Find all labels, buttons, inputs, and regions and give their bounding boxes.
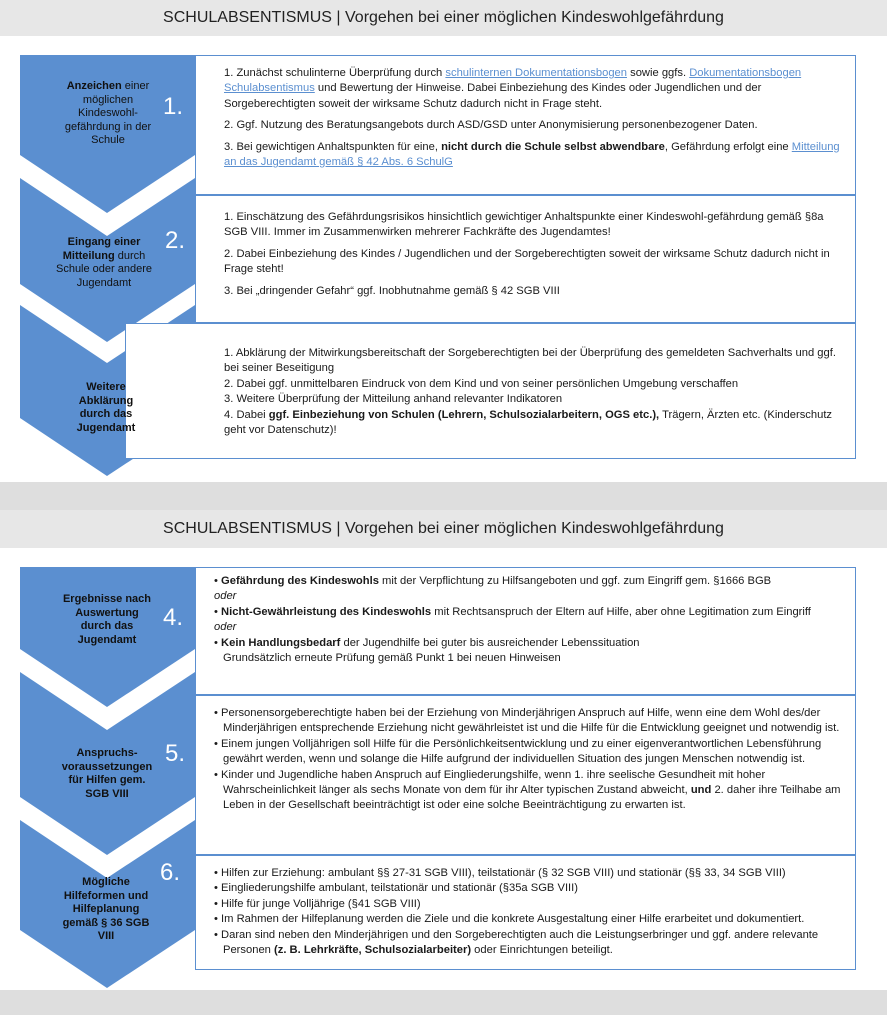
step-6-item-3: • Hilfe für junge Volljährige (§41 SGB VIII) — [214, 897, 421, 910]
link-dokumentationsbogen-schulabsentismus[interactable]: Dokumentationsbogen Schulabsentismus — [224, 67, 802, 95]
step-1-number: 1. — [163, 93, 184, 120]
step-6-number: 6. — [160, 859, 181, 886]
step-4-item-1: • Gefährdung des Kindeswohls mit der Verpflichtung zu Hilfsangeboten und ggf. zum Eingriff gem. §1666 BGB — [214, 575, 772, 587]
step-2-item-3: 3. Bei „dringender Gefahr“ ggf. Inobhutnahme gemäß § 42 SGB VIII — [224, 284, 560, 297]
step-4-box — [195, 567, 856, 695]
step-4-item-3-note: Grundsätzlich erneute Prüfung gemäß Punkt 1 bei neuen Hinweisen — [223, 652, 561, 665]
step-2-label: Eingang einer Mitteilung durch Schule oder andere Jugendamt — [55, 236, 152, 289]
link-schulinterner-dokumentationsbogen[interactable]: schulinternen Dokumentationsbogen — [445, 67, 627, 79]
step-5-item-3: • Kinder und Jugendliche haben Anspruch auf Eingliederungshilfe, wenn 1. ihre seelische Gesundheit mit hoher Wahrscheinlichkeit länger als sechs Monate von dem für ihr Alter typischen Zustand abweicht, und 2. daher ihre Teilhabe am Leben in der Gesellschaft beeinträchtigt ist oder eine solche Beeinträchtigung zu erwarten ist. — [214, 768, 841, 812]
step-6-item-5: • Daran sind neben den Minderjährigen und den Sorgeberechtigten auch die Leistungserbringer und ggf. andere relevante Personen (z. B. Lehrkräfte, Schulsozialarbeiter) oder Einrichtungen beteiligt. — [214, 928, 819, 957]
step-5-box — [195, 695, 856, 855]
step-5-item-2: • Einem jungen Volljährigen soll Hilfe für die Persönlichkeitsentwicklung und zu einer eigenverantwortlichen Lebensführung gewährt werden, wenn und solange die Hilfe aufgrund der individuellen Situation des jungen Menschen notwendig ist. — [214, 737, 822, 766]
section-divider — [0, 482, 887, 510]
step-2-box — [195, 195, 856, 323]
step-2-item-2: 2. Dabei Einbeziehung des Kindes / Jugendlichen und der Sorgeberechtigten soweit der wirksame Schutz dadurch nicht in Frage steht! — [224, 247, 830, 276]
footer-bar — [0, 990, 887, 1015]
step-3-item-2: 2. Dabei ggf. unmittelbaren Eindruck von dem Kind und von seiner persönlichen Umgebung verschaffen — [224, 377, 739, 390]
link-mitteilung-jugendamt[interactable]: Mitteilung an das Jugendamt gemäß § 42 Abs. 6 SchulG — [224, 140, 840, 169]
step-6-label: Mögliche Hilfeformen und Hilfeplanung gemäß § 36 SGB VIII — [62, 876, 150, 942]
step-1-item-1: 1. Zunächst schulinterne Überprüfung durch schulinternen Dokumentationsbogen sowie ggfs. Dokumentationsbogen Schulabsentismus und Bewertung der Hinweise. Dabei Einbeziehung des Kindes oder Jugendlichen und der Sorgeberechtigten soweit der wirksame Schutz dadurch nicht in Frage steht. — [224, 67, 802, 110]
step-2-item-1: 1. Einschätzung des Gefährdungsrisikos hinsichtlich gewichtiger Anhaltspunkte einer Kindeswohl-gefährdung gemäß §8a SGB VIII. Immer im Zusammenwirken mehrerer Fachkräfte des Jugendamtes! — [224, 211, 824, 239]
step-5-number: 5. — [165, 740, 186, 767]
step-3-label: Weitere Abklärung durch das Jugendamt — [76, 381, 136, 434]
step-4-label: Ergebnisse nach Auswertung durch das Jugendamt — [62, 593, 152, 646]
step-3-item-3: 3. Weitere Überprüfung der Mitteilung anhand relevanter Indikatoren — [224, 393, 563, 406]
step-3-item-4: 4. Dabei ggf. Einbeziehung von Schulen (Lehrern, Schulsozialarbeitern, OGS etc.), Trägern, Ärzten etc. (Kinderschutz geht vor Datenschutz)! — [224, 408, 833, 437]
step-4-item-3: • Kein Handlungsbedarf der Jugendhilfe bei guter bis ausreichender Lebenssituation — [214, 636, 640, 649]
step-2-number: 2. — [165, 227, 186, 254]
step-4-item-2: • Nicht-Gewährleistung des Kindeswohls mit Rechtsanspruch der Eltern auf Hilfe, aber ohne Legitimation zum Eingriff — [214, 605, 811, 618]
step-6-item-1: • Hilfen zur Erziehung: ambulant §§ 27-31 SGB VIII), teilstationär (§ 32 SGB VIII) und stationär (§§ 33, 34 SGB VIII) — [214, 867, 786, 879]
step-5-label: Anspruchs-voraussetzungen für Hilfen gem. SGB VIII — [61, 747, 153, 800]
step-1-box — [195, 55, 856, 195]
step-6-item-2: • Eingliederungshilfe ambulant, teilstationär und stationär (§35a SGB VIII) — [214, 882, 578, 895]
page-header-2 — [0, 510, 887, 548]
step-3-number: 3. — [158, 345, 179, 372]
step-1-item-3: 3. Bei gewichtigen Anhaltspunkten für eine, nicht durch die Schule selbst abwendbare, Gefährdung erfolgt eine Mitteilung an das Jugendamt gemäß § 42 Abs. 6 SchulG — [224, 140, 840, 169]
step-6-item-4: • Im Rahmen der Hilfeplanung werden die Ziele und die konkrete Ausgestaltung einer Hilfe erarbeitet und dokumentiert. — [214, 913, 805, 926]
step-1-item-2: 2. Ggf. Nutzung des Beratungsangebots durch ASD/GSD unter Anonymisierung personenbezogener Daten. — [224, 119, 758, 132]
step-6-box — [195, 855, 856, 970]
header-title-1: SCHULABSENTISMUS | Vorgehen bei einer möglichen Kindeswohlgefährdung — [163, 9, 724, 26]
step-4-or-2: oder — [214, 621, 237, 634]
step-3-item-1: 1. Abklärung der Mitwirkungsbereitschaft der Sorgeberechtigten bei der Überprüfung des gemeldeten Sachverhalts und ggf. bei seiner Beseitigung — [224, 347, 836, 375]
header-title-2: SCHULABSENTISMUS | Vorgehen bei einer möglichen Kindeswohlgefährdung — [163, 520, 724, 537]
step-4-number: 4. — [163, 604, 184, 631]
step-3-box — [125, 323, 856, 459]
step-1-label: Anzeichen einer möglichen Kindeswohl-gefährdung in der Schule — [64, 80, 152, 146]
step-4-or-1: oder — [214, 590, 237, 603]
step-5-item-1: • Personensorgeberechtigte haben bei der Erziehung von Minderjährigen Anspruch auf Hilfe, wenn eine dem Wohl des/der Minderjährigen entsprechende Erziehung nicht gewährleistet ist und die Hilfe für die Entwicklung geeignet und notwendig ist. — [214, 707, 840, 735]
